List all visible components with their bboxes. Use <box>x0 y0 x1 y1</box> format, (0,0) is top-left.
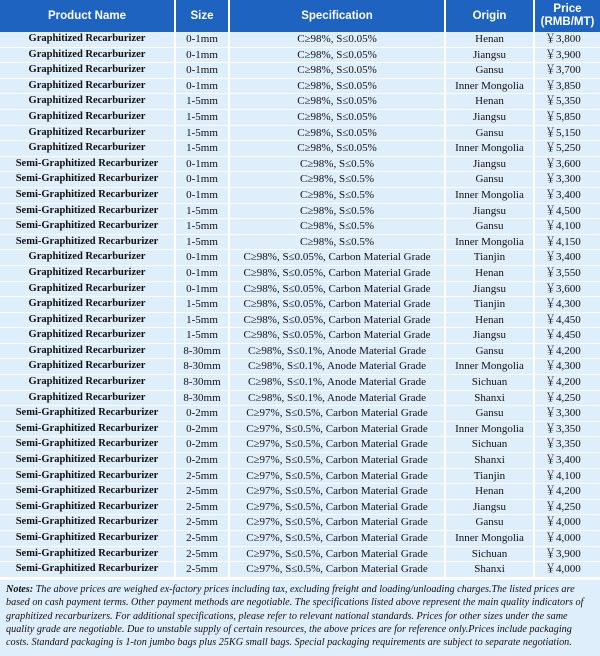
cell-specification: C≥97%, S≤0.5%, Carbon Material Grade <box>229 484 445 500</box>
cell-size: 1-5mm <box>175 141 229 157</box>
cell-product-name: Semi-Graphitized Recarburizer <box>0 484 175 500</box>
cell-product-name: Semi-Graphitized Recarburizer <box>0 531 175 547</box>
notes-text: The above prices are weighed ex-factory prices including tax, excluding freight and loading/unloading charges.The listed prices are based on cash payment terms. Other payment methods are negotiable. The specifications listed above represent the main quality indicators of graphitized recarburizers. For additional specifications, please refer to relevant national standards. Prices for other sizes under the same quality grade are negotiable. Due to unstable supply of certain resources, the above prices are for reference only.Prices include packaging costs. Standard packaging is 1-ton jumbo bags plus 25KG small bags. Special packaging requirements are subject to separate negotiation. <box>6 583 584 649</box>
table-row <box>0 234 600 250</box>
cell-size: 0-1mm <box>175 265 229 281</box>
table-row <box>0 203 600 219</box>
cell-specification: C≥97%, S≤0.5%, Carbon Material Grade <box>229 562 445 578</box>
cell-product-name: Semi-Graphitized Recarburizer <box>0 468 175 484</box>
table-row <box>0 78 600 94</box>
cell-size: 0-2mm <box>175 421 229 437</box>
cell-specification: C≥97%, S≤0.5%, Carbon Material Grade <box>229 468 445 484</box>
cell-specification: C≥98%, S≤0.05% <box>229 94 445 110</box>
cell-price: ￥3,350 <box>534 421 600 437</box>
cell-product-name: Graphitized Recarburizer <box>0 297 175 313</box>
cell-specification: C≥97%, S≤0.5%, Carbon Material Grade <box>229 437 445 453</box>
cell-size: 2-5mm <box>175 515 229 531</box>
table-header-row <box>0 0 600 32</box>
cell-origin: Jiangsu <box>445 499 534 515</box>
table-row <box>0 219 600 235</box>
cell-price: ￥5,350 <box>534 94 600 110</box>
cell-product-name: Graphitized Recarburizer <box>0 109 175 125</box>
cell-specification: C≥98%, S≤0.05% <box>229 109 445 125</box>
cell-price: ￥4,200 <box>534 343 600 359</box>
cell-origin: Gansu <box>445 219 534 235</box>
cell-product-name: Semi-Graphitized Recarburizer <box>0 187 175 203</box>
cell-size: 1-5mm <box>175 203 229 219</box>
cell-size: 1-5mm <box>175 312 229 328</box>
cell-product-name: Semi-Graphitized Recarburizer <box>0 203 175 219</box>
table-row <box>0 546 600 562</box>
cell-price: ￥3,600 <box>534 156 600 172</box>
cell-product-name: Semi-Graphitized Recarburizer <box>0 234 175 250</box>
cell-price: ￥4,000 <box>534 531 600 547</box>
table-row <box>0 531 600 547</box>
column-header-specification: Specification <box>229 0 445 32</box>
table-row <box>0 125 600 141</box>
table-row <box>0 187 600 203</box>
cell-specification: C≥98%, S≤0.05%, Carbon Material Grade <box>229 250 445 266</box>
table-row <box>0 359 600 375</box>
table-row <box>0 437 600 453</box>
cell-product-name: Graphitized Recarburizer <box>0 250 175 266</box>
cell-price: ￥4,300 <box>534 359 600 375</box>
cell-specification: C≥98%, S≤0.05%, Carbon Material Grade <box>229 328 445 344</box>
cell-origin: Shanxi <box>445 453 534 469</box>
cell-price: ￥4,000 <box>534 562 600 578</box>
cell-price: ￥4,100 <box>534 219 600 235</box>
cell-origin: Gansu <box>445 63 534 79</box>
cell-origin: Tianjin <box>445 250 534 266</box>
cell-origin: Inner Mongolia <box>445 531 534 547</box>
cell-product-name: Graphitized Recarburizer <box>0 265 175 281</box>
table-row <box>0 328 600 344</box>
table-row <box>0 468 600 484</box>
table-row <box>0 406 600 422</box>
cell-price: ￥3,300 <box>534 406 600 422</box>
cell-price: ￥4,200 <box>534 484 600 500</box>
table-row <box>0 63 600 79</box>
table-row <box>0 312 600 328</box>
cell-size: 0-1mm <box>175 281 229 297</box>
cell-size: 2-5mm <box>175 484 229 500</box>
cell-origin: Inner Mongolia <box>445 141 534 157</box>
table-row <box>0 453 600 469</box>
cell-specification: C≥98%, S≤0.05% <box>229 47 445 63</box>
cell-size: 0-1mm <box>175 156 229 172</box>
cell-origin: Henan <box>445 484 534 500</box>
notes-label: Notes: <box>6 583 34 595</box>
cell-product-name: Semi-Graphitized Recarburizer <box>0 437 175 453</box>
cell-size: 0-2mm <box>175 437 229 453</box>
column-header-product: Product Name <box>0 0 175 32</box>
cell-specification: C≥98%, S≤0.5% <box>229 203 445 219</box>
cell-product-name: Graphitized Recarburizer <box>0 312 175 328</box>
cell-origin: Jiangsu <box>445 328 534 344</box>
cell-origin: Gansu <box>445 406 534 422</box>
cell-specification: C≥98%, S≤0.1%, Anode Material Grade <box>229 359 445 375</box>
cell-size: 2-5mm <box>175 468 229 484</box>
cell-specification: C≥98%, S≤0.05%, Carbon Material Grade <box>229 281 445 297</box>
cell-origin: Tianjin <box>445 468 534 484</box>
column-header-price <box>534 0 600 32</box>
cell-origin: Inner Mongolia <box>445 78 534 94</box>
cell-specification: C≥97%, S≤0.5%, Carbon Material Grade <box>229 531 445 547</box>
cell-origin: Jiangsu <box>445 281 534 297</box>
cell-product-name: Graphitized Recarburizer <box>0 390 175 406</box>
cell-product-name: Graphitized Recarburizer <box>0 281 175 297</box>
cell-size: 1-5mm <box>175 219 229 235</box>
cell-product-name: Semi-Graphitized Recarburizer <box>0 499 175 515</box>
cell-product-name: Semi-Graphitized Recarburizer <box>0 172 175 188</box>
cell-origin: Henan <box>445 94 534 110</box>
cell-price: ￥3,600 <box>534 281 600 297</box>
cell-specification: C≥98%, S≤0.05% <box>229 63 445 79</box>
cell-specification: C≥98%, S≤0.05% <box>229 32 445 47</box>
cell-origin: Gansu <box>445 343 534 359</box>
cell-size: 0-1mm <box>175 172 229 188</box>
cell-product-name: Graphitized Recarburizer <box>0 94 175 110</box>
cell-size: 0-2mm <box>175 406 229 422</box>
cell-origin: Inner Mongolia <box>445 359 534 375</box>
cell-price: ￥3,900 <box>534 546 600 562</box>
column-header-origin: Origin <box>445 0 534 32</box>
table-row <box>0 562 600 578</box>
cell-specification: C≥98%, S≤0.5% <box>229 156 445 172</box>
cell-origin: Henan <box>445 312 534 328</box>
cell-product-name: Graphitized Recarburizer <box>0 63 175 79</box>
cell-specification: C≥97%, S≤0.5%, Carbon Material Grade <box>229 406 445 422</box>
cell-price: ￥4,450 <box>534 328 600 344</box>
cell-price: ￥4,450 <box>534 312 600 328</box>
cell-size: 0-1mm <box>175 32 229 47</box>
cell-price: ￥4,250 <box>534 390 600 406</box>
cell-size: 0-1mm <box>175 47 229 63</box>
cell-size: 0-1mm <box>175 187 229 203</box>
table-row <box>0 515 600 531</box>
cell-product-name: Semi-Graphitized Recarburizer <box>0 453 175 469</box>
cell-specification: C≥98%, S≤0.05%, Carbon Material Grade <box>229 297 445 313</box>
column-header-size: Size <box>175 0 229 32</box>
cell-origin: Shanxi <box>445 390 534 406</box>
cell-price: ￥3,400 <box>534 187 600 203</box>
cell-size: 8-30mm <box>175 343 229 359</box>
cell-specification: C≥98%, S≤0.5% <box>229 219 445 235</box>
table-row <box>0 297 600 313</box>
cell-size: 2-5mm <box>175 546 229 562</box>
cell-price: ￥3,550 <box>534 265 600 281</box>
cell-price: ￥3,400 <box>534 453 600 469</box>
table-row <box>0 141 600 157</box>
cell-size: 8-30mm <box>175 375 229 391</box>
cell-origin: Henan <box>445 32 534 47</box>
cell-price: ￥3,900 <box>534 47 600 63</box>
cell-price: ￥4,300 <box>534 297 600 313</box>
cell-product-name: Semi-Graphitized Recarburizer <box>0 219 175 235</box>
cell-origin: Sichuan <box>445 375 534 391</box>
cell-product-name: Graphitized Recarburizer <box>0 328 175 344</box>
cell-specification: C≥98%, S≤0.5% <box>229 187 445 203</box>
cell-size: 0-1mm <box>175 63 229 79</box>
cell-price: ￥4,250 <box>534 499 600 515</box>
cell-product-name: Graphitized Recarburizer <box>0 375 175 391</box>
table-row <box>0 343 600 359</box>
cell-price: ￥3,700 <box>534 63 600 79</box>
cell-origin: Gansu <box>445 125 534 141</box>
table-row <box>0 375 600 391</box>
notes-section <box>0 580 600 656</box>
cell-product-name: Graphitized Recarburizer <box>0 47 175 63</box>
table-row <box>0 390 600 406</box>
table-row <box>0 265 600 281</box>
cell-origin: Jiangsu <box>445 203 534 219</box>
cell-product-name: Graphitized Recarburizer <box>0 32 175 47</box>
cell-specification: C≥98%, S≤0.05% <box>229 141 445 157</box>
cell-origin: Henan <box>445 265 534 281</box>
table-row <box>0 94 600 110</box>
cell-product-name: Semi-Graphitized Recarburizer <box>0 546 175 562</box>
cell-specification: C≥97%, S≤0.5%, Carbon Material Grade <box>229 499 445 515</box>
table-row <box>0 32 600 47</box>
cell-price: ￥3,350 <box>534 437 600 453</box>
cell-price: ￥5,850 <box>534 109 600 125</box>
cell-product-name: Semi-Graphitized Recarburizer <box>0 406 175 422</box>
cell-specification: C≥98%, S≤0.1%, Anode Material Grade <box>229 375 445 391</box>
table-row <box>0 156 600 172</box>
cell-specification: C≥98%, S≤0.05%, Carbon Material Grade <box>229 265 445 281</box>
cell-specification: C≥98%, S≤0.1%, Anode Material Grade <box>229 343 445 359</box>
cell-size: 2-5mm <box>175 562 229 578</box>
cell-price: ￥3,800 <box>534 32 600 47</box>
cell-price: ￥4,500 <box>534 203 600 219</box>
cell-origin: Tianjin <box>445 297 534 313</box>
cell-specification: C≥98%, S≤0.5% <box>229 234 445 250</box>
table-row <box>0 47 600 63</box>
cell-price: ￥4,200 <box>534 375 600 391</box>
cell-origin: Gansu <box>445 172 534 188</box>
cell-product-name: Semi-Graphitized Recarburizer <box>0 515 175 531</box>
cell-product-name: Semi-Graphitized Recarburizer <box>0 421 175 437</box>
cell-size: 2-5mm <box>175 531 229 547</box>
cell-price: ￥5,150 <box>534 125 600 141</box>
cell-origin: Gansu <box>445 515 534 531</box>
cell-specification: C≥98%, S≤0.05% <box>229 78 445 94</box>
cell-product-name: Graphitized Recarburizer <box>0 78 175 94</box>
cell-size: 1-5mm <box>175 109 229 125</box>
cell-specification: C≥98%, S≤0.05%, Carbon Material Grade <box>229 312 445 328</box>
cell-size: 0-1mm <box>175 78 229 94</box>
cell-size: 1-5mm <box>175 125 229 141</box>
cell-specification: C≥98%, S≤0.5% <box>229 172 445 188</box>
price-header-line1: Price <box>553 3 582 15</box>
cell-origin: Jiangsu <box>445 156 534 172</box>
table-row <box>0 421 600 437</box>
cell-price: ￥4,150 <box>534 234 600 250</box>
cell-price: ￥3,400 <box>534 250 600 266</box>
cell-price: ￥3,850 <box>534 78 600 94</box>
cell-product-name: Semi-Graphitized Recarburizer <box>0 562 175 578</box>
cell-size: 8-30mm <box>175 359 229 375</box>
cell-specification: C≥98%, S≤0.1%, Anode Material Grade <box>229 390 445 406</box>
cell-specification: C≥97%, S≤0.5%, Carbon Material Grade <box>229 546 445 562</box>
cell-specification: C≥98%, S≤0.05% <box>229 125 445 141</box>
cell-size: 1-5mm <box>175 234 229 250</box>
cell-size: 0-2mm <box>175 453 229 469</box>
cell-size: 1-5mm <box>175 94 229 110</box>
cell-price: ￥5,250 <box>534 141 600 157</box>
table-row <box>0 281 600 297</box>
cell-product-name: Graphitized Recarburizer <box>0 125 175 141</box>
table-row <box>0 499 600 515</box>
cell-size: 1-5mm <box>175 328 229 344</box>
cell-specification: C≥97%, S≤0.5%, Carbon Material Grade <box>229 421 445 437</box>
cell-origin: Sichuan <box>445 546 534 562</box>
cell-origin: Sichuan <box>445 437 534 453</box>
table-row <box>0 484 600 500</box>
cell-specification: C≥97%, S≤0.5%, Carbon Material Grade <box>229 515 445 531</box>
cell-size: 0-1mm <box>175 250 229 266</box>
cell-product-name: Graphitized Recarburizer <box>0 343 175 359</box>
cell-price: ￥4,000 <box>534 515 600 531</box>
cell-product-name: Graphitized Recarburizer <box>0 359 175 375</box>
cell-price: ￥4,100 <box>534 468 600 484</box>
table-row <box>0 172 600 188</box>
table-body <box>0 32 600 577</box>
cell-origin: Inner Mongolia <box>445 234 534 250</box>
cell-origin: Shanxi <box>445 562 534 578</box>
cell-size: 2-5mm <box>175 499 229 515</box>
cell-product-name: Graphitized Recarburizer <box>0 141 175 157</box>
cell-product-name: Semi-Graphitized Recarburizer <box>0 156 175 172</box>
cell-origin: Inner Mongolia <box>445 187 534 203</box>
cell-price: ￥3,300 <box>534 172 600 188</box>
price-header-line2: (RMB/MT) <box>540 16 595 28</box>
table-row <box>0 109 600 125</box>
table-row <box>0 250 600 266</box>
cell-size: 8-30mm <box>175 390 229 406</box>
cell-size: 1-5mm <box>175 297 229 313</box>
cell-specification: C≥97%, S≤0.5%, Carbon Material Grade <box>229 453 445 469</box>
cell-origin: Jiangsu <box>445 109 534 125</box>
cell-origin: Inner Mongolia <box>445 421 534 437</box>
cell-origin: Jiangsu <box>445 47 534 63</box>
